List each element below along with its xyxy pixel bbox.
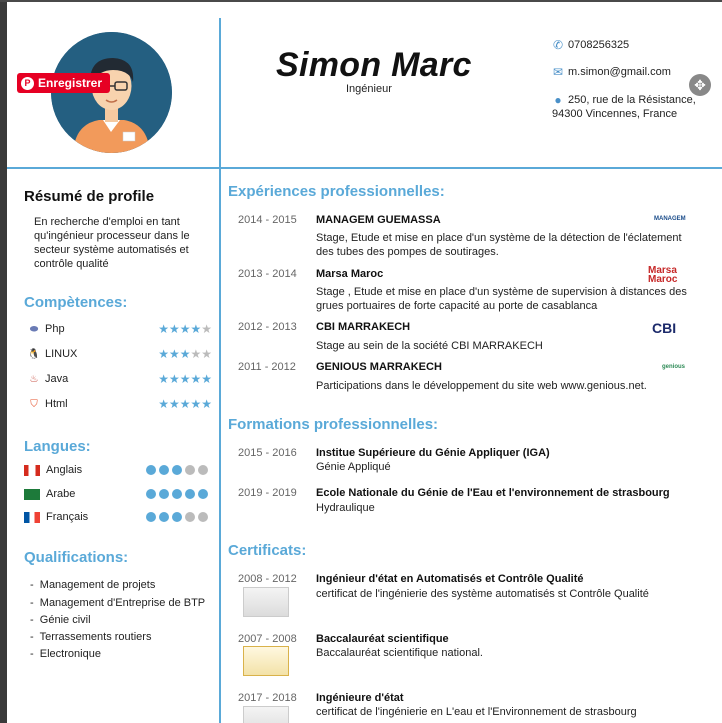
- window-top-edge: [0, 0, 722, 2]
- experience-date: 2011 - 2012: [238, 361, 296, 373]
- certificate-date: 2008 - 2012: [238, 573, 297, 585]
- experience-description: Stage , Etude et mise en place d'un système de supervision à distances des grues portuaires de forte capacité au porte de casablanca: [316, 286, 687, 312]
- qualifications-title: Qualifications:: [24, 549, 129, 566]
- skill-rating: ★★★★★: [158, 347, 212, 361]
- skills-title: Compètences:: [24, 294, 128, 311]
- candidate-name: Simon Marc: [276, 46, 472, 84]
- language-item: [24, 509, 214, 525]
- education-field: Hydraulique: [316, 502, 375, 514]
- language-rating: [146, 465, 208, 475]
- job-title: Ingénieur: [346, 83, 392, 95]
- experience-company: CBI MARRAKECH: [316, 321, 411, 333]
- skill-item: [27, 396, 212, 412]
- profile-text: En recherche d'emploi en tant qu'ingénieur processeur dans le secteur système automatisés et contrôle qualité: [34, 216, 190, 270]
- column-divider: [219, 18, 221, 723]
- linux-icon: 🐧: [27, 348, 41, 360]
- experience-description: Participations dans le développement du site web www.genious.net.: [316, 380, 647, 392]
- certificate-title: Baccalauréat scientifique: [316, 633, 449, 645]
- experience-company: Marsa Maroc: [316, 268, 384, 280]
- qualification-item: - Management d'Entreprise de BTP: [30, 597, 206, 609]
- qualification-item: - Electronique: [30, 648, 101, 660]
- skill-rating: ★★★★★: [158, 322, 212, 336]
- education-field: Génie Appliqué: [316, 461, 391, 473]
- skill-item: [27, 321, 212, 337]
- profile-title: Résumé de profile: [24, 188, 155, 205]
- skill-label: Html: [45, 398, 68, 410]
- certificates-title: Certificats:: [228, 542, 307, 559]
- certificate-title: Ingénieure d'état: [316, 692, 404, 704]
- education-title: Formations professionnelles:: [228, 416, 439, 433]
- experience-description: Stage, Etude et mise en place d'un système de la détection de l'éclatement des tubes des pompes de soutirages.: [316, 232, 682, 258]
- experience-date: 2014 - 2015: [238, 214, 297, 226]
- phone-number: 0708256325: [568, 39, 630, 51]
- cbi-logo: CBI: [652, 320, 677, 336]
- qualification-item: - Génie civil: [30, 614, 91, 626]
- certificate-date: 2017 - 2018: [238, 692, 297, 704]
- qualification-item: - Terrassements routiers: [30, 631, 152, 643]
- envelope-icon: ✉: [552, 65, 564, 79]
- experience-description: Stage au sein de la société CBI MARRAKECH: [316, 340, 543, 352]
- contact-email: [552, 65, 671, 79]
- java-icon: ♨: [29, 373, 39, 385]
- saudi-flag-icon: [24, 489, 40, 500]
- language-item: [24, 486, 214, 502]
- language-label: Arabe: [46, 488, 76, 500]
- pinterest-icon: P: [21, 77, 34, 90]
- experience-title: Expériences professionnelles:: [228, 183, 445, 200]
- php-icon: ⬬: [29, 323, 39, 335]
- email-address: m.simon@gmail.com: [568, 66, 671, 78]
- experience-company: GENIOUS MARRAKECH: [316, 361, 442, 373]
- certificate-thumbnail: [243, 706, 289, 723]
- genious-logo: genious: [662, 364, 686, 370]
- experience-date: 2012 - 2013: [238, 321, 297, 333]
- contact-address-2: [552, 107, 677, 121]
- certificate-description: Baccalauréat scientifique national.: [316, 647, 483, 659]
- skill-label: LINUX: [45, 348, 78, 360]
- education-date: 2019 - 2019: [238, 487, 297, 499]
- language-rating: [146, 489, 208, 499]
- expand-icon[interactable]: ✥: [689, 74, 711, 96]
- language-label: Français: [46, 511, 89, 523]
- languages-title: Langues:: [24, 438, 91, 455]
- skill-item: [27, 371, 212, 387]
- certificate-title: Ingénieur d'état en Automatisés et Contrôle Qualité: [316, 573, 584, 585]
- phone-icon: ✆: [552, 38, 564, 52]
- education-school: Ecole Nationale du Génie de l'Eau et l'environnement de strasbourg: [316, 487, 670, 499]
- language-label: Anglais: [46, 464, 83, 476]
- education-school: Institue Supérieure du Génie Appliquer (IGA): [316, 447, 550, 459]
- qualification-item: - Management de projets: [30, 579, 156, 591]
- pinterest-save-label: Enregistrer: [38, 76, 103, 90]
- language-item: [24, 462, 214, 478]
- pinterest-save-button[interactable]: [17, 73, 110, 93]
- certificate-thumbnail: [243, 646, 289, 676]
- certificate-date: 2007 - 2008: [238, 633, 297, 645]
- marsa-maroc-logo: Marsa Maroc: [648, 265, 678, 285]
- contact-address: [552, 93, 696, 107]
- skill-rating: ★★★★★: [158, 397, 212, 411]
- experience-date: 2013 - 2014: [238, 268, 297, 280]
- location-pin-icon: ●: [554, 93, 562, 107]
- education-date: 2015 - 2016: [238, 447, 297, 459]
- address-line-1: 250, rue de la Résistance,: [568, 94, 696, 106]
- address-line-2: 94300 Vincennes, France: [552, 108, 678, 120]
- france-flag-icon: [24, 512, 40, 523]
- skill-item: [27, 346, 212, 362]
- skill-rating: ★★★★★: [158, 372, 212, 386]
- certificate-description: certificat de l'ingénierie des système automatisés st Contrôle Qualité: [316, 588, 649, 600]
- certificate-description: certificat de l'ingénierie en L'eau et l'Environnement de strasbourg: [316, 706, 637, 718]
- window-edge: [0, 0, 7, 723]
- canada-flag-icon: [24, 465, 40, 476]
- experience-company: MANAGEM GUEMASSA: [316, 214, 441, 226]
- language-rating: [146, 512, 208, 522]
- contact-phone: [552, 38, 629, 52]
- skill-label: Php: [45, 323, 65, 335]
- header-divider: [7, 167, 722, 169]
- html5-icon: ⛉: [30, 398, 38, 410]
- certificate-thumbnail: [243, 587, 289, 617]
- managem-logo: MANAGEM: [654, 216, 686, 222]
- skill-label: Java: [45, 373, 69, 385]
